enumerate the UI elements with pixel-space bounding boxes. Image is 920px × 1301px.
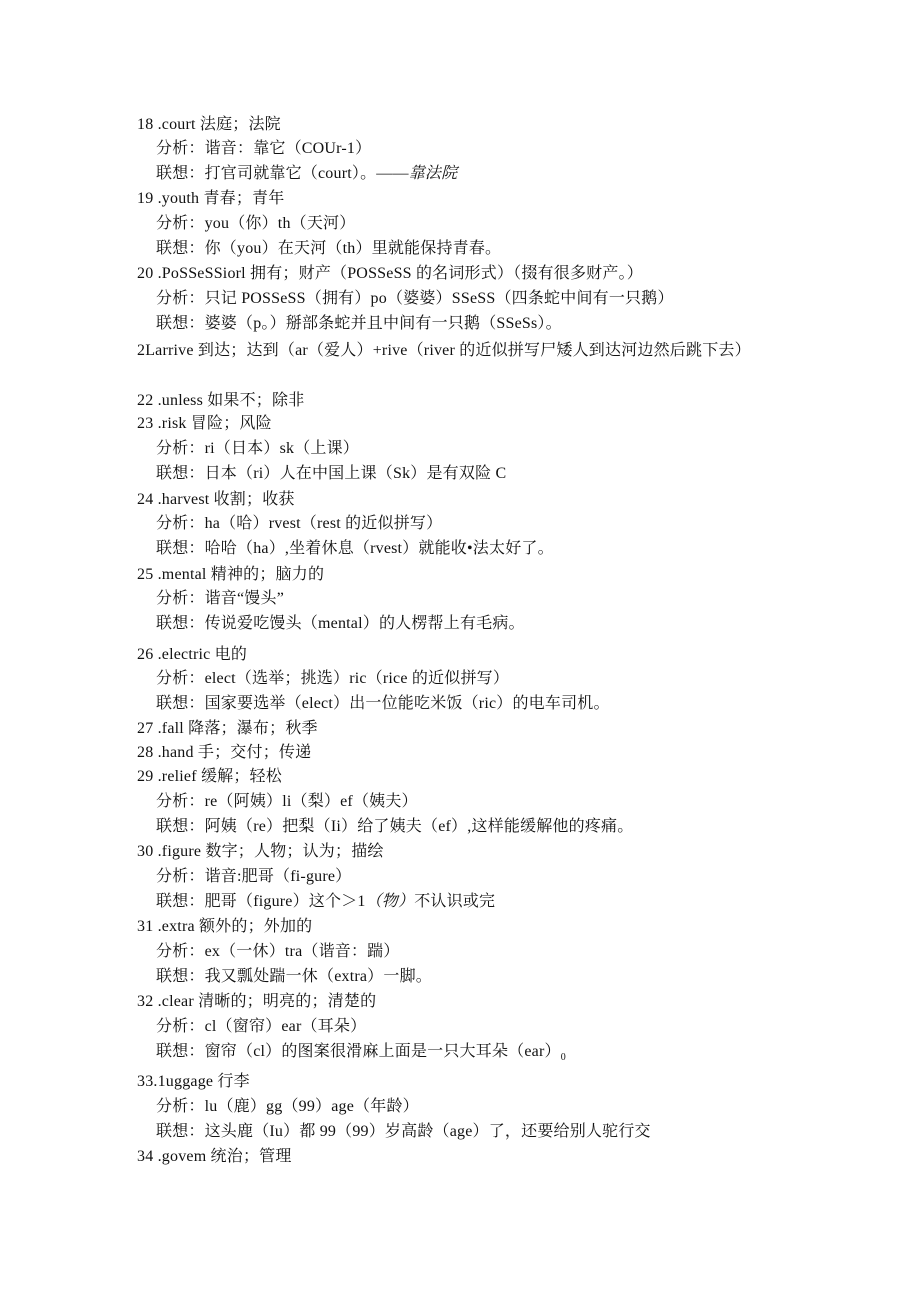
- entry-29-analysis: 分析：re（阿姨）li（梨）ef（姨夫）: [156, 793, 418, 810]
- entry-18-heading: 18 .court 法庭；法院: [137, 116, 281, 133]
- italic-note: （物）: [365, 893, 415, 910]
- subscript-mark: 0: [560, 1052, 566, 1064]
- entry-18-analysis: 分析：谐音：靠它（COUr-1）: [156, 140, 372, 157]
- entry-25-heading: 25 .mental 精神的；脑力的: [137, 566, 325, 583]
- entry-23-analysis: 分析：ri（日本）sk（上课）: [156, 440, 360, 457]
- entry-29-heading: 29 .relief 缓解；轻松: [137, 768, 282, 785]
- entry-19-analysis: 分析：you（你）th（天河）: [156, 215, 356, 232]
- entry-31-analysis: 分析：ex（一休）tra（谐音：踹）: [156, 943, 400, 960]
- entry-24-association: 联想：哈哈（ha）,坐着休息（rvest）就能收•法太好了。: [156, 540, 554, 557]
- entry-25-analysis: 分析：谐音“馒头”: [156, 590, 285, 607]
- entry-26-association: 联想：国家要选举（elect）出一位能吃米饭（ric）的电车司机。: [156, 695, 610, 712]
- association-text: 联想：打官司就靠它（court）。——: [156, 165, 409, 182]
- association-text: 联想：窗帘（cl）的图案很滑麻上面是一只大耳朵（ear）: [156, 1043, 561, 1060]
- entry-18-association: [156, 164, 457, 184]
- entry-19-association: 联想：你（you）在天河（th）里就能保持青春。: [156, 240, 502, 257]
- entry-31-heading: 31 .extra 额外的；外加的: [137, 918, 313, 935]
- entry-33-heading: 33.1uggage 行李: [137, 1073, 250, 1090]
- entry-25-association: 联想：传说爱吃馒头（mental）的人楞帮上有毛病。: [156, 615, 525, 632]
- entry-19-heading: 19 .youth 青春；青年: [137, 190, 285, 207]
- entry-26-analysis: 分析：elect（选举；挑选）ric（rice 的近似拼写）: [156, 670, 510, 687]
- entry-24-analysis: 分析：ha（哈）rvest（rest 的近似拼写）: [156, 515, 443, 532]
- entry-23-association: 联想：日本（ri）人在中国上课（Sk）是有双险 C: [156, 465, 507, 482]
- entry-30-association: [156, 892, 495, 912]
- entry-26-heading: 26 .electric 电的: [137, 646, 248, 663]
- association-text: 联想：肥哥（figure）这个＞1: [156, 893, 366, 910]
- italic-note: 靠法院: [408, 165, 458, 182]
- entry-32-analysis: 分析：cl（窗帘）ear（耳朵）: [156, 1018, 367, 1035]
- entry-32-association: [156, 1042, 566, 1068]
- entry-33-association: 联想：这头鹿（Iu）都 99（99）岁高龄（age）了，还要给别人驼行交: [156, 1123, 651, 1140]
- entry-23-heading: 23 .risk 冒险；风险: [137, 415, 272, 432]
- entry-20-analysis: 分析：只记 POSSeSS（拥有）po（婆婆）SSeSS（四条蛇中间有一只鹅）: [156, 290, 674, 307]
- entry-20-heading: 20 .PoSSeSSiorl 拥有；财产（POSSeSS 的名词形式）（掇有很多财产。）: [137, 265, 643, 282]
- entry-29-association: 联想：阿姨（re）把梨（Ii）给了姨夫（ef）,这样能缓解他的疼痛。: [156, 818, 634, 835]
- entry-22-heading: 22 .unless 如果不；除非: [137, 392, 305, 409]
- association-tail: 不认识或完: [414, 893, 496, 910]
- entry-33-analysis: 分析：lu（鹿）gg（99）age（年龄）: [156, 1098, 419, 1115]
- entry-34-heading: 34 .govem 统治；管理: [137, 1148, 292, 1165]
- entry-31-association: 联想：我又瓢处踹一休（extra）一脚。: [156, 968, 432, 985]
- entry-24-heading: 24 .harvest 收割；收获: [137, 491, 295, 508]
- entry-32-heading: 32 .clear 清晰的；明亮的；清楚的: [137, 993, 377, 1010]
- entry-28-heading: 28 .hand 手；交付；传递: [137, 744, 312, 761]
- entry-27-heading: 27 .fall 降落；瀑布；秋季: [137, 720, 318, 737]
- entry-30-heading: 30 .figure 数字；人物；认为；描绘: [137, 843, 384, 860]
- entry-30-analysis: 分析：谐音:肥哥（fi-gure）: [156, 868, 352, 885]
- entry-21-heading: 2Larrive 到达；达到（ar（爱人）+rive（river 的近似拼写尸矮人到达河边然后跳下去）: [137, 342, 751, 359]
- entry-20-association: 联想：婆婆（p。）掰部条蛇并且中间有一只鹅（SSeSs）。: [156, 315, 562, 332]
